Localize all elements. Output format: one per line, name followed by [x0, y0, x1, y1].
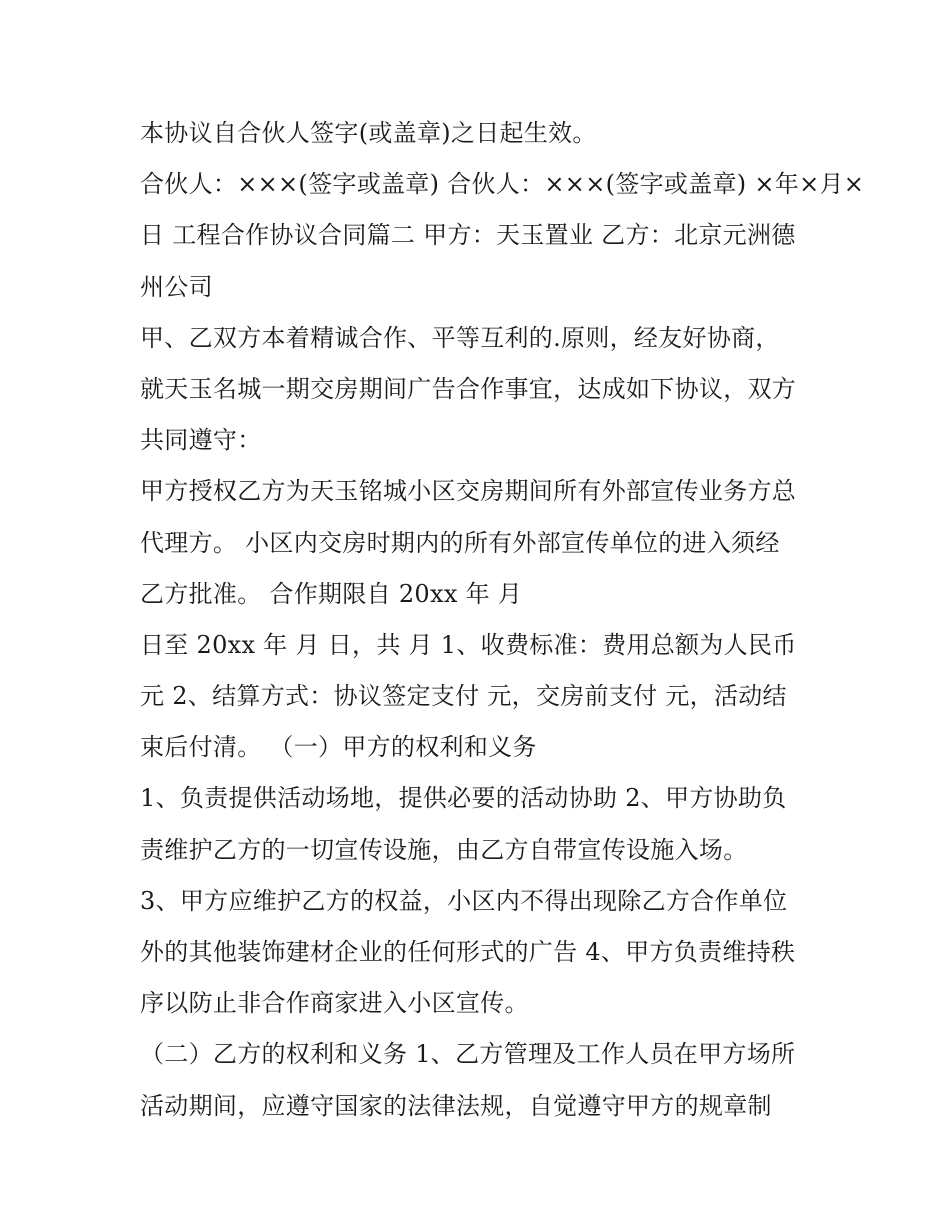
- text-line: 甲、乙双方本着精诚合作、平等互利的.原则，经友好协商，: [140, 323, 780, 352]
- text-line: 州公司: [140, 272, 213, 301]
- text-line: 合伙人：×××(签字或盖章) 合伙人：×××(签字或盖章) ×年×月×: [140, 170, 865, 199]
- text-line: 元 2、结算方式：协议签定支付 元，交房前支付 元，活动结: [140, 682, 787, 711]
- text-line: 乙方批准。 合作期限自 20xx 年 月: [140, 579, 523, 608]
- text-line: 代理方。 小区内交房时期内的所有外部宣传单位的进入须经: [140, 528, 780, 557]
- text-line: 活动期间，应遵守国家的法律法规，自觉遵守甲方的规章制: [140, 1091, 772, 1120]
- text-line: 责维护乙方的一切宣传设施，由乙方自带宣传设施入场。: [140, 835, 748, 864]
- document-body: [140, 108, 865, 1132]
- text-line: （二）乙方的权利和义务 1、乙方管理及工作人员在甲方场所: [140, 1040, 796, 1069]
- text-line: 共同遵守：: [140, 426, 262, 455]
- text-line: 束后付清。 （一）甲方的权利和义务: [140, 733, 537, 762]
- text-line: 日至 20xx 年 月 日，共 月 1、收费标准：费用总额为人民币: [140, 630, 797, 659]
- text-line: 3、甲方应维护乙方的权益，小区内不得出现除乙方合作单位: [140, 886, 788, 915]
- text-line: 本协议自合伙人签字(或盖章)之日起生效。: [140, 119, 597, 147]
- text-line: 外的其他装饰建材企业的任何形式的广告 4、甲方负责维持秩: [140, 938, 796, 966]
- text-line: 日 工程合作协议合同篇二 甲方：天玉置业 乙方：北京元洲德: [140, 221, 796, 250]
- text-line: 就天玉名城一期交房期间广告合作事宜，达成如下协议，双方: [140, 374, 797, 403]
- text-line: 1、负责提供活动场地，提供必要的活动协助 2、甲方协助负: [140, 784, 787, 813]
- text-line: 序以防止非合作商家进入小区宣传。: [140, 989, 529, 1018]
- text-line: 甲方授权乙方为天玉铭城小区交房期间所有外部宣传业务方总: [140, 477, 797, 506]
